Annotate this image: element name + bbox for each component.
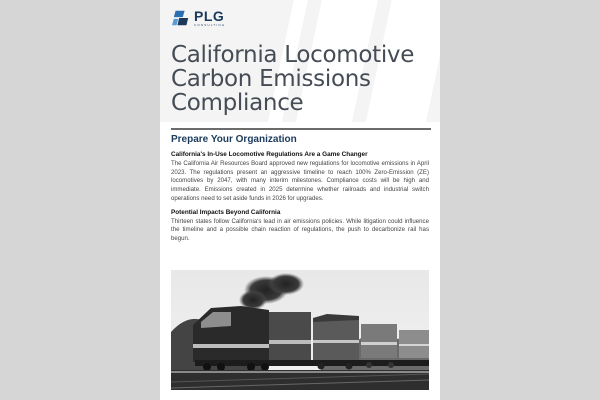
paragraph-impacts: Thirteen states follow California's lead in air emissions policies. While litigation could influence the timeline and a possible chain reaction of regulations, the push to decarbonize rail has begun. bbox=[171, 217, 429, 242]
plg-logo-icon bbox=[172, 9, 190, 27]
logo-subtitle: CONSULTING bbox=[194, 23, 226, 27]
subheading-impacts: Potential Impacts Beyond California bbox=[171, 208, 281, 216]
page-title: California Locomotive Carbon Emissions Compliance bbox=[171, 42, 415, 116]
company-logo bbox=[172, 9, 225, 27]
document-page bbox=[160, 0, 440, 400]
paragraph-regulations: The California Air Resources Board approved new regulations for locomotive emissions in April 2023. The regulations present an aggressive timeline to reach 100% Zero-Emission (ZE) locomotives by 2047, with many interim milestones. Compliance costs will be high and immediate. Emissions created in 2025 determine whether railroads and industrial switch operations need to set aside funds in 2026 for upgrades. bbox=[171, 160, 429, 202]
title-divider bbox=[171, 128, 431, 130]
logo-name: PLG bbox=[194, 8, 225, 24]
section-title: Prepare Your Organization bbox=[171, 134, 297, 145]
subheading-regulations: California's In-Use Locomotive Regulations Are a Game Changer bbox=[171, 151, 368, 158]
body-content bbox=[171, 134, 429, 249]
locomotive-photo bbox=[171, 270, 429, 390]
